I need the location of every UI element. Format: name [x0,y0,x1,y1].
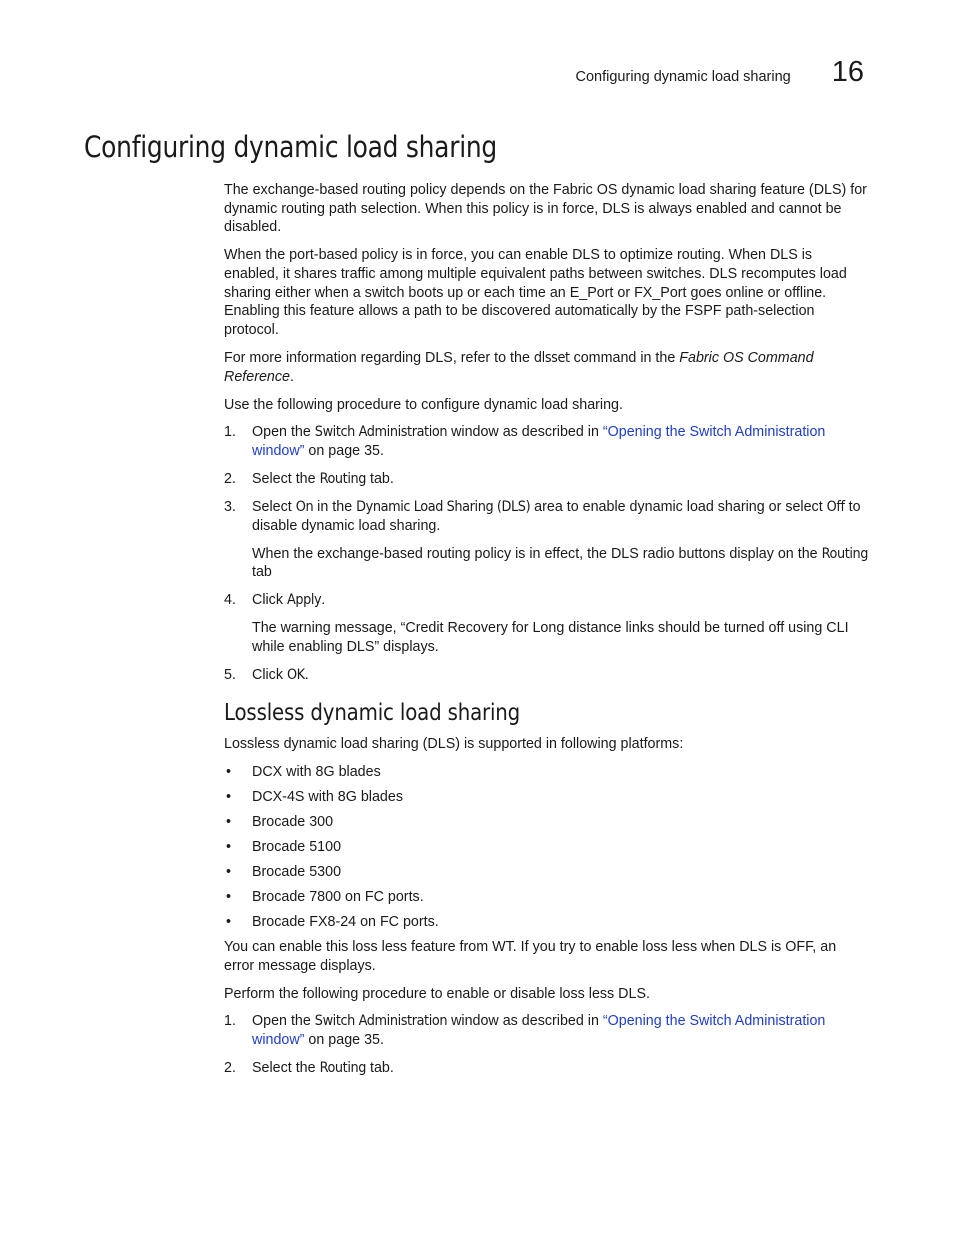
running-title: Configuring dynamic load sharing [575,69,791,85]
platform-name: Brocade 300 [252,813,334,830]
step-note-text: When the exchange-based routing policy is in effect, the DLS radio buttons display on the [252,545,822,562]
body-content [224,181,870,1087]
list-item [224,763,870,782]
ui-term: Off [826,498,845,515]
list-item [224,888,870,907]
step-text: to disable dynamic load sharing. [252,498,861,534]
step-text: Select the [252,471,320,488]
book-title: Fabric OS Command Reference [224,350,814,385]
step-number: 3. [224,498,236,515]
step-text: Select the [252,1060,320,1077]
step-text: Open the [252,1013,315,1030]
step-text: in the [313,498,357,515]
ui-term: Routing [319,471,367,488]
platform-name: Brocade FX8-24 on FC ports. [252,913,439,930]
ui-term: Switch Administration [314,424,448,441]
bullet-icon: • [226,763,232,780]
ui-term: Apply [286,592,322,609]
list-item [224,813,870,832]
step-item [224,498,870,582]
step-text: on page 35. [304,443,384,460]
step-number: 2. [224,471,236,488]
list-item [224,788,870,807]
cross-reference-link[interactable]: “Opening the Switch Administration window” [252,1013,826,1049]
paragraph-port-policy: When the port-based policy is in force, you can enable DLS to optimize routing. When DLS is enabled, it shares traffic among multiple equivalent paths between switches. DLS recomputes load sharing either when a switch boots up or each time an E_Port or FX_Port goes online or offline. Enabling this feature allows a path to be discovered automatically by the FSPF path-selection protocol. [224,247,847,339]
list-item [224,863,870,882]
bullet-icon: • [226,863,232,880]
ui-term: Routing [319,1060,367,1077]
step-number: 2. [224,1060,236,1077]
step-text: window as described in [447,1013,603,1030]
bullet-icon: • [226,813,232,830]
step-text: . [304,666,309,683]
step-text: tab. [366,471,394,488]
enable-note: You can enable this loss less feature from WT. If you try to enable loss less when DLS is OFF, an error message displays. [224,938,837,974]
step-text: Select [252,498,296,515]
chapter-number: 16 [831,56,864,88]
step-note: The warning message, “Credit Recovery for Long distance links should be turned off using CLI while enabling DLS” displays. [252,620,849,655]
bullet-icon: • [226,838,232,855]
step-text: tab. [366,1060,394,1077]
step-item [224,591,870,656]
step-note-text: tab [252,564,272,581]
ui-term: Switch Administration [314,1013,448,1030]
paragraph-exchange-policy: The exchange-based routing policy depends on the Fabric OS dynamic load sharing feature (DLS) for dynamic routing path selection. When this policy is in force, DLS is always enabled and cannot be disabled. [224,182,867,236]
subsection-intro: Lossless dynamic load sharing (DLS) is supported in following platforms: [224,736,684,753]
step-text: . [321,592,326,609]
step-text: Click [252,666,287,683]
list-item [224,913,870,932]
paragraph-more-info [224,349,870,386]
bullet-icon: • [226,888,232,905]
platform-name: DCX-4S with 8G blades [252,788,403,805]
platform-name: Brocade 7800 on FC ports. [252,888,424,905]
section-title: Configuring dynamic load sharing [84,130,498,164]
platform-name: Brocade 5100 [252,838,342,855]
bullet-icon: • [226,913,232,930]
step-text: area to enable dynamic load sharing or select [530,498,827,515]
step-number: 1. [224,424,236,441]
subsection-title: Lossless dynamic load sharing [224,700,521,727]
lossless-procedure-steps [224,1012,870,1077]
step-text: on page 35. [304,1032,384,1049]
step-number: 1. [224,1013,236,1030]
step-item [224,666,870,685]
list-item [224,838,870,857]
command-name: dlsset [533,350,570,366]
step-text: window as described in [447,424,603,441]
ui-term: OK [286,666,305,683]
ui-term: Routing [821,545,869,562]
platform-name: DCX with 8G blades [252,763,381,780]
step-item [224,423,870,460]
platform-list [224,763,870,932]
step-number: 5. [224,666,236,683]
step-text: Click [252,592,287,609]
cross-reference-link[interactable]: “Opening the Switch Administration window” [252,424,826,460]
more-info-prefix: For more information regarding DLS, refer to the [224,350,534,366]
ui-term: Dynamic Load Sharing (DLS) [356,498,531,515]
step-note [252,545,870,582]
more-info-suffix: . [289,368,294,385]
ui-term: On [295,498,314,515]
bullet-icon: • [226,788,232,805]
step-number: 4. [224,592,236,609]
step-text: Open the [252,424,315,441]
lossless-procedure-intro: Perform the following procedure to enable or disable loss less DLS. [224,985,650,1002]
more-info-middle: command in the [569,350,680,366]
procedure-steps [224,423,870,684]
step-item [224,470,870,489]
platform-name: Brocade 5300 [252,863,342,880]
procedure-intro: Use the following procedure to configure dynamic load sharing. [224,396,623,413]
step-item [224,1059,870,1078]
running-header [264,56,864,89]
step-item [224,1012,870,1049]
